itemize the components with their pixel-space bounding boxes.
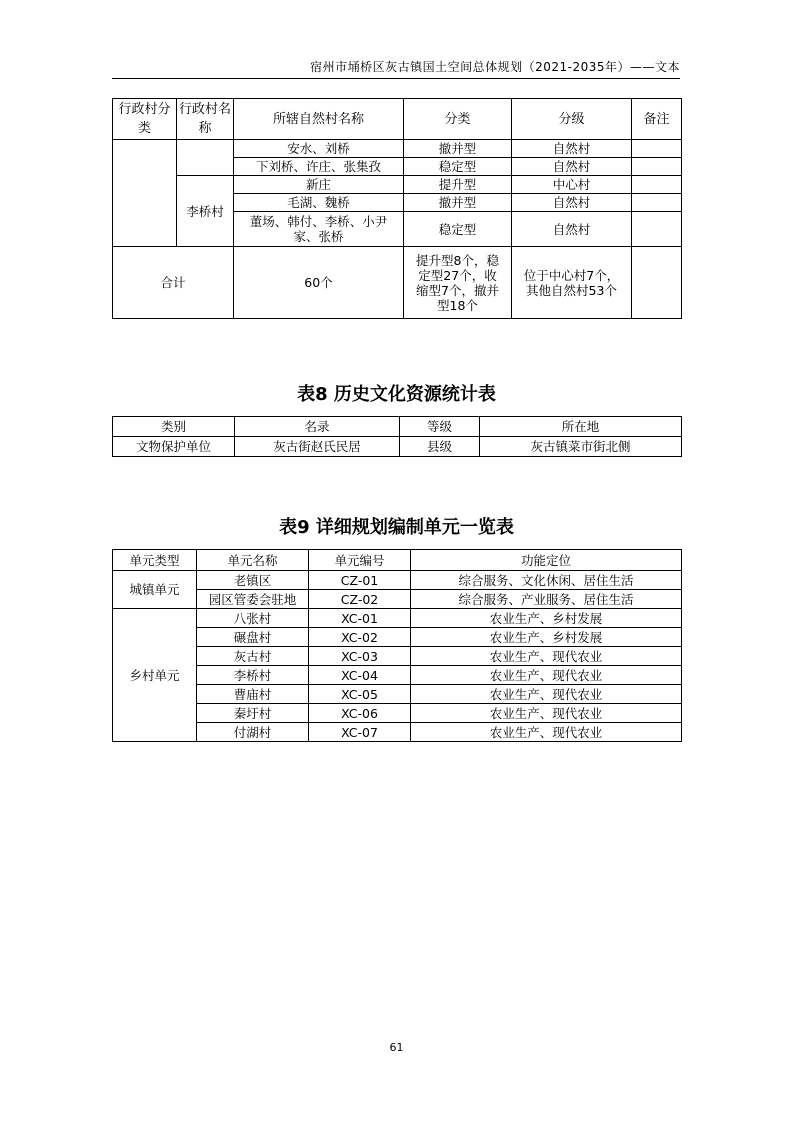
page-number: 61 <box>389 1041 404 1054</box>
unit-code: XC-07 <box>309 723 411 742</box>
unit-function: 农业生产、现代农业 <box>411 685 682 704</box>
unit-name: 碾盘村 <box>197 628 309 647</box>
header-unit-name: 单元名称 <box>197 550 309 571</box>
header-category: 类别 <box>113 417 235 437</box>
level-cell: 自然村 <box>512 194 632 212</box>
unit-name: 老镇区 <box>197 571 309 590</box>
total-count: 60个 <box>234 247 404 319</box>
table9-title: 表9 详细规划编制单元一览表 <box>279 517 514 538</box>
unit-code: CZ-01 <box>309 571 411 590</box>
note-cell <box>632 176 682 194</box>
note-cell <box>632 247 682 319</box>
unit-name: 付湖村 <box>197 723 309 742</box>
group-rural: 乡村单元 <box>113 609 197 742</box>
natural-villages-cell: 毛湖、魏桥 <box>234 194 404 212</box>
unit-name: 李桥村 <box>197 666 309 685</box>
unit-function: 农业生产、现代农业 <box>411 666 682 685</box>
unit-code: XC-04 <box>309 666 411 685</box>
unit-code: CZ-02 <box>309 590 411 609</box>
type-cell: 提升型 <box>404 176 512 194</box>
level-cell: 自然村 <box>512 158 632 176</box>
group-town: 城镇单元 <box>113 571 197 609</box>
unit-function: 农业生产、现代农业 <box>411 723 682 742</box>
unit-code: XC-03 <box>309 647 411 666</box>
header-level: 分级 <box>512 99 632 140</box>
cultural-resources-table <box>112 416 682 457</box>
village-classification-table <box>112 98 682 319</box>
note-cell <box>632 194 682 212</box>
note-cell <box>632 158 682 176</box>
total-type-summary: 提升型8个，稳定型27个，收缩型7个，撤并型18个 <box>404 247 512 319</box>
type-cell: 稳定型 <box>404 212 512 247</box>
header-rule <box>112 78 680 79</box>
header-function: 功能定位 <box>411 550 682 571</box>
unit-name: 八张村 <box>197 609 309 628</box>
level-cell: 自然村 <box>512 140 632 158</box>
unit-code: XC-05 <box>309 685 411 704</box>
page-header: 宿州市埇桥区灰古镇国土空间总体规划（2021-2035年）——文本 <box>310 60 680 74</box>
note-cell <box>632 212 682 247</box>
unit-name: 灰古村 <box>197 647 309 666</box>
type-cell: 稳定型 <box>404 158 512 176</box>
header-unit-code: 单元编号 <box>309 550 411 571</box>
planning-units-table <box>112 549 682 742</box>
header-name: 名录 <box>235 417 400 437</box>
category-cell <box>113 140 177 247</box>
type-cell: 撤并型 <box>404 194 512 212</box>
unit-function: 农业生产、乡村发展 <box>411 609 682 628</box>
unit-name: 秦圩村 <box>197 704 309 723</box>
note-cell <box>632 140 682 158</box>
header-village: 行政村名称 <box>177 99 234 140</box>
unit-code: XC-01 <box>309 609 411 628</box>
name-cell: 灰古街赵氏民居 <box>235 437 400 457</box>
header-location: 所在地 <box>480 417 682 437</box>
header-note: 备注 <box>632 99 682 140</box>
table8-title: 表8 历史文化资源统计表 <box>297 384 496 405</box>
village-cell-prev <box>177 140 234 176</box>
category-cell: 文物保护单位 <box>113 437 235 457</box>
level-cell: 自然村 <box>512 212 632 247</box>
type-cell: 撤并型 <box>404 140 512 158</box>
level-cell: 中心村 <box>512 176 632 194</box>
total-level-summary: 位于中心村7个，其他自然村53个 <box>512 247 632 319</box>
unit-name: 曹庙村 <box>197 685 309 704</box>
unit-code: XC-06 <box>309 704 411 723</box>
natural-villages-cell: 安水、刘桥 <box>234 140 404 158</box>
header-type: 分类 <box>404 99 512 140</box>
unit-code: XC-02 <box>309 628 411 647</box>
village-cell-liqiao: 李桥村 <box>177 176 234 247</box>
natural-villages-cell: 董场、韩付、李桥、小尹家、张桥 <box>234 212 404 247</box>
header-unit-type: 单元类型 <box>113 550 197 571</box>
natural-villages-cell: 下刘桥、许庄、张集孜 <box>234 158 404 176</box>
header-grade: 等级 <box>400 417 480 437</box>
natural-villages-cell: 新庄 <box>234 176 404 194</box>
header-category: 行政村分类 <box>113 99 177 140</box>
unit-function: 农业生产、现代农业 <box>411 647 682 666</box>
unit-function: 综合服务、产业服务、居住生活 <box>411 590 682 609</box>
unit-function: 综合服务、文化休闲、居住生活 <box>411 571 682 590</box>
grade-cell: 县级 <box>400 437 480 457</box>
unit-function: 农业生产、现代农业 <box>411 704 682 723</box>
unit-function: 农业生产、乡村发展 <box>411 628 682 647</box>
unit-name: 园区管委会驻地 <box>197 590 309 609</box>
total-label: 合计 <box>113 247 234 319</box>
header-natural-villages: 所辖自然村名称 <box>234 99 404 140</box>
location-cell: 灰古镇菜市街北侧 <box>480 437 682 457</box>
